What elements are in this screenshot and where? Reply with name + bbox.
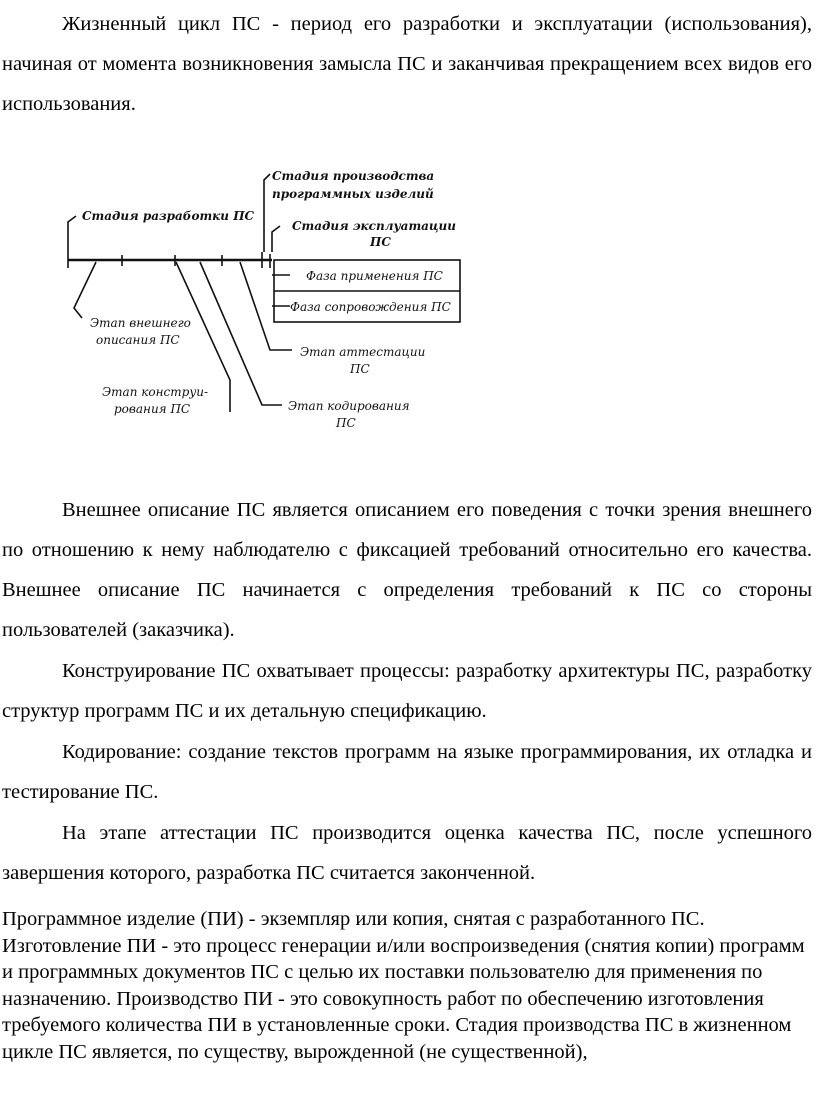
paragraph-design: Конструирование ПС охватывает процессы: разработку архитектуры ПС, разработку структур программ ПС и их детальную спецификацию. (2, 660, 812, 722)
label-step-coding-1: Этап кодирования (288, 399, 410, 413)
label-stage-operation-1: Стадия эксплуатации (292, 219, 457, 233)
paragraph-external-description: Внешнее описание ПС является описанием его поведения с точки зрения внешнего по отношению к нему наблюдателю с фиксацией требований относительно его качества. Внешнее описание ПС начинается с определения требований к ПС со стороны пользователей (заказчика). (2, 499, 812, 641)
label-stage-operation-2: ПС (370, 235, 391, 249)
paragraph-lifecycle-definition: Жизненный цикл ПС - период его разработки и эксплуатации (использования), начиная от момента возникновения замысла ПС и заканчивая прекращением всех видов его использования. (2, 13, 812, 115)
development-stage-bracket (68, 216, 76, 252)
label-stage-production-2: программных изделий (272, 187, 434, 201)
label-phase-application: Фаза применения ПС (306, 269, 443, 283)
label-phase-maintenance: Фаза сопровождения ПС (290, 300, 451, 314)
leader-external (74, 262, 96, 318)
label-step-attestation-2: ПС (350, 362, 370, 376)
operation-stage-bracket (272, 226, 280, 252)
label-step-external-1: Этап внешнего (90, 316, 191, 330)
label-step-design-2: рования ПС (114, 402, 191, 416)
paragraph-software-product: Программное изделие (ПИ) - экземпляр или копия, снятая с разработанного ПС. Изготовление ПИ - это процесс генерации и/или воспроизведения (снятия копии) программ и программных документов ПС с целью их поставки пользователю для применения по назначению. Производство ПИ - это совокупность работ по обеспечению изготовления требуемого количества ПИ в установленные сроки. Стадия производства ПС в жизненном цикле ПС является, по существу, вырожденной (не существенной), (2, 908, 805, 1063)
label-stage-development: Стадия разработки ПС (82, 209, 255, 223)
label-step-coding-2: ПС (336, 416, 356, 430)
label-step-design-1: Этап конструи- (102, 385, 209, 399)
leader-coding (200, 262, 282, 405)
paragraph-attestation: На этапе аттестации ПС производится оценка качества ПС, после успешного завершения которого, разработка ПС считается законченной. (2, 822, 812, 884)
label-step-external-2: описания ПС (96, 333, 180, 347)
paragraph-coding: Кодирование: создание текстов программ на языке программирования, их отладка и тестирование ПС. (2, 741, 812, 803)
label-step-attestation-1: Этап аттестации (300, 345, 426, 359)
lifecycle-diagram (0, 150, 816, 450)
label-stage-production-1: Стадия производства (272, 169, 435, 183)
production-stage-bracket (264, 174, 270, 252)
